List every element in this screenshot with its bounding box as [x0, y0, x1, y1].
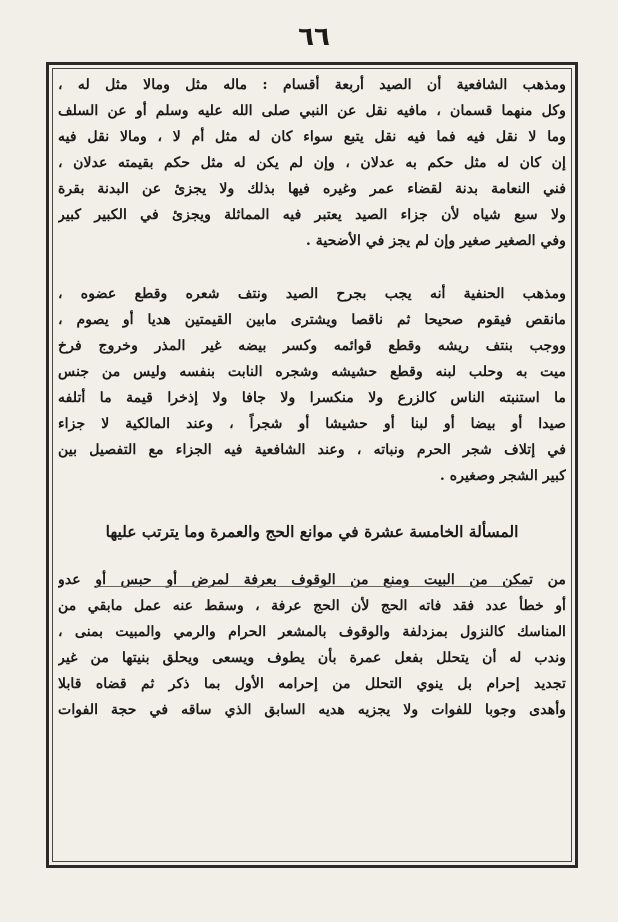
text-line: صيدا أو بيضا أو لبنا أو حشيشا أو شجراً ، وعند المالكية لا جزاء — [58, 416, 566, 432]
text-line: في إتلاف شجر الحرم ونباته ، وعند الشافعية فيه الجزاء مع التفصيل بين — [58, 442, 566, 458]
section-heading: المسألة الخامسة عشرة في موانع الحج والعمرة وما يترتب عليها — [105, 522, 519, 541]
text-line: ووجب بنتف ريشه وقطع قوائمه وكسر بيضه غير المذر وخروج فرخ — [58, 338, 566, 354]
text-line: ومذهب الحنفية أنه يجب بجرح الصيد ونتف شعره وقطع عضوه ، — [58, 286, 566, 302]
text-line: وأهدى وجوبا للفوات ولا يجزيه هديه السابق الذي ساقه في حجة الفوات — [58, 702, 566, 718]
page-body — [58, 72, 566, 723]
text-line: أو خطأ عدد فقد فاته الحج لأن الحج عرفة ، وسقط عنه عمل مابقي من — [58, 598, 566, 614]
text-line: ولا سبع شياه لأن جزاء الصيد يعتبر فيه المماثلة ويجزئ في الكبير كبير — [58, 207, 566, 223]
text-line: إن كان له مثل حكم به عدلان ، وإن لم يكن له مثل حكم بقيمته عدلان ، — [58, 155, 566, 171]
text-line: تجديد إحرام بل ينوي التحلل من إحرامه الأول بما ذكر ثم قضاه قابلا — [58, 676, 566, 692]
text-line: المناسك كالنزول بمزدلفة والوقوف بالمشعر الحرام والرمي والمبيت بمنى ، — [58, 624, 566, 640]
text-line: وما لا نقل فيه فما فيه نقل يتبع سواء كان له مثل أم لا ، ومالا نقل فيه — [58, 129, 566, 145]
paragraph-obstacles — [58, 567, 566, 723]
text-line: وكل منهما قسمان ، مافيه نقل عن النبي صلى الله عليه وسلم أو عن السلف — [58, 103, 566, 119]
paragraph-shafii — [58, 72, 566, 254]
text-line: ما استنبته الناس كالزرع ولا منكسرا ولا جافا ولا إذخرا قيمة ما أتلفه — [58, 390, 566, 406]
text-line: وندب له أن يتحلل بفعل عمرة بأن يطوف ويسعى ويحلق بنيتها من غير — [58, 650, 566, 666]
section-divider — [96, 586, 530, 587]
page-number: ٦٦ — [298, 22, 330, 52]
text-line: ميت به وحلب لبنه وقطع حشيشه وشجره النابت بنفسه وليس من جنس — [58, 364, 566, 380]
text-line: من تمكن من البيت ومنع من الوقوف بعرفة لمرض أو حبس أو عدو — [58, 572, 566, 588]
paragraph-hanafi — [58, 281, 566, 489]
text-line: وفي الصغير صغير وإن لم يجز في الأضحية . — [305, 233, 566, 249]
text-line: ومذهب الشافعية أن الصيد أربعة أقسام : ماله مثل ومالا مثل له ، — [58, 77, 566, 93]
text-line: كبير الشجر وصغيره . — [439, 468, 566, 484]
text-line: فني النعامة بدنة لقضاء عمر وغيره فيها بذلك ولا يجزئ عن البدنة بقرة — [58, 181, 566, 197]
text-line: مانقص فيقوم صحيحا ثم ناقصا ويشترى مابين القيمتين هديا أو يصوم ، — [58, 312, 566, 328]
